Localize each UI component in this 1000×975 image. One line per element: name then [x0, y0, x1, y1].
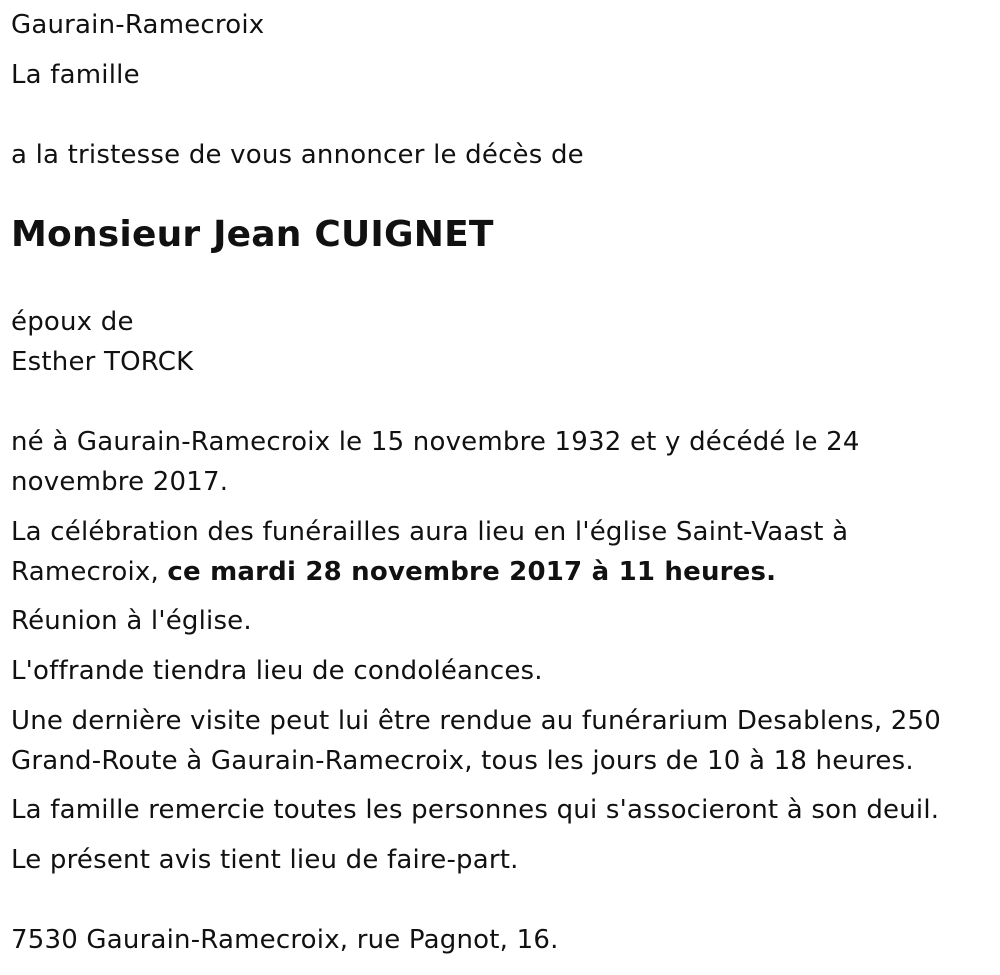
meeting-text: Réunion à l'église.: [11, 606, 252, 636]
header-family: La famille: [11, 60, 140, 90]
deceased-name: Monsieur Jean CUIGNET: [11, 214, 494, 255]
funeral-paragraph: [11, 512, 996, 592]
announcement-text: a la tristesse de vous annoncer le décès de: [11, 140, 584, 170]
offering-text: L'offrande tiendra lieu de condoléances.: [11, 656, 543, 686]
spouse-label: époux de: [11, 307, 134, 337]
birth-death-text: né à Gaurain-Ramecroix le 15 novembre 1932 et y décédé le 24 novembre 2017.: [11, 427, 860, 497]
spouse-name: Esther TORCK: [11, 347, 194, 377]
thanks-text: La famille remercie toutes les personnes qui s'associeront à son deuil.: [11, 795, 940, 825]
funeral-date-time: ce mardi 28 novembre 2017 à 11 heures.: [167, 557, 777, 587]
visit-text: Une dernière visite peut lui être rendue au funérarium Desablens, 250 Grand-Route à Gaurain-Ramecroix, tous les jours de 10 à 18 heures.: [11, 706, 942, 776]
header-location: Gaurain-Ramecroix: [11, 10, 265, 40]
funeral-text: La célébration des funérailles aura lieu en l'église Saint-Vaast à Ramecroix,: [11, 517, 849, 587]
faire-part-text: Le présent avis tient lieu de faire-part.: [11, 845, 519, 875]
address-text: 7530 Gaurain-Ramecroix, rue Pagnot, 16.: [11, 925, 559, 955]
